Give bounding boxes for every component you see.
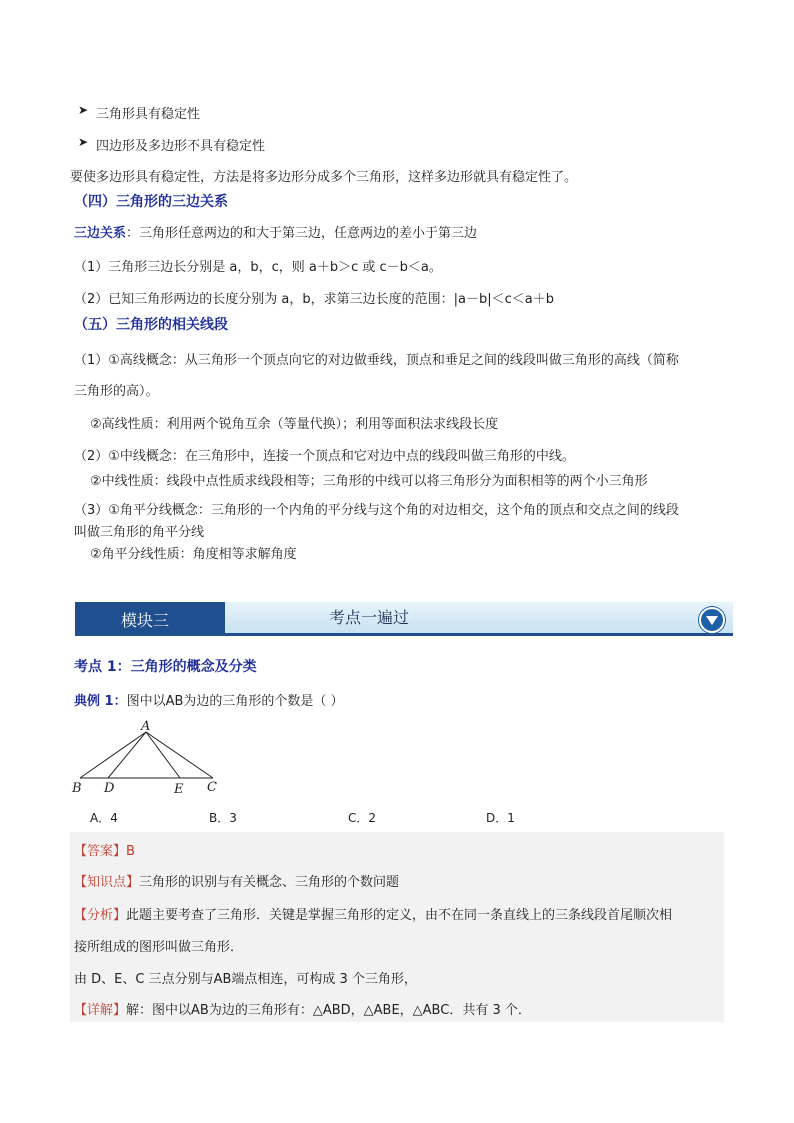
- altitude-definition-cont: 三角形的高）。: [74, 384, 159, 399]
- module-label: 模块三: [121, 611, 170, 630]
- segment-ac: [146, 732, 213, 778]
- analysis-line-2: 接所组成的图形叫做三角形．: [74, 940, 244, 955]
- bullet-arrow-icon: ➤: [78, 103, 89, 117]
- detail-label: 【详解】: [74, 1003, 127, 1018]
- kaodian-heading: 考点 1：三角形的概念及分类: [74, 659, 257, 675]
- bisector-property: ②角平分线性质：角度相等求解角度: [90, 547, 297, 562]
- triangle-figure: [70, 716, 230, 800]
- option-d[interactable]: D．1: [486, 811, 515, 825]
- option-c[interactable]: C．2: [348, 811, 377, 825]
- answer-line: [74, 840, 135, 859]
- knowledge-label: 【知识点】: [74, 875, 140, 890]
- segment-ae: [146, 732, 180, 778]
- detail-text: 解：图中以AB为边的三角形有：△ABD，△ABE，△ABC．共有 3 个．: [126, 1003, 531, 1018]
- section5-heading: （五）三角形的相关线段: [74, 317, 228, 333]
- detail-line: [74, 999, 531, 1018]
- rule-text: ：三角形任意两边的和大于第三边，任意两边的差小于第三边: [126, 226, 478, 241]
- bisector-definition: （3）①角平分线概念：三角形的一个内角的平分线与这个角的对边相交，这个角的顶点和交点之间的线段: [74, 503, 679, 518]
- module-label-box: [75, 602, 225, 636]
- point-label-b: B: [72, 781, 82, 796]
- section4-heading: （四）三角形的三边关系: [74, 194, 228, 210]
- example-question: [74, 690, 344, 709]
- analysis-label: 【分析】: [74, 908, 127, 923]
- knowledge-text: 三角形的识别与有关概念、三角形的个数问题: [139, 875, 400, 890]
- example-label: 典例 1：: [74, 694, 127, 709]
- answer-box: [70, 832, 724, 1022]
- bullet-item: 四边形及多边形不具有稳定性: [96, 139, 266, 154]
- section4-item1: （1）三角形三边长分别是 a，b，c，则 a＋b＞c 或 c－b＜a。: [74, 260, 442, 275]
- bisector-definition-cont: 叫做三角形的角平分线: [74, 525, 205, 540]
- section4-item2: （2）已知三角形两边的长度分别为 a，b，求第三边长度的范围：|a－b|＜c＜a＋b: [74, 292, 554, 307]
- answer-value: B: [126, 844, 135, 859]
- example-text: 图中以AB为边的三角形的个数是（ ）: [126, 694, 344, 709]
- stability-text: 要使多边形具有稳定性，方法是将多边形分成多个三角形，这样多边形就具有稳定性了。: [70, 170, 578, 185]
- point-label-c: C: [207, 780, 217, 795]
- module-title: 考点一遍过: [329, 608, 410, 627]
- altitude-definition: （1）①高线概念：从三角形一个顶点向它的对边做垂线，顶点和垂足之间的线段叫做三角形的高线（简称: [74, 353, 679, 368]
- median-definition: （2）①中线概念：在三角形中，连接一个顶点和它对边中点的线段叫做三角形的中线。: [74, 449, 575, 464]
- segment-ab: [80, 732, 146, 778]
- rule-label: 三边关系: [74, 226, 127, 241]
- point-label-d: D: [104, 781, 115, 796]
- answer-label: 【答案】: [74, 844, 127, 859]
- median-property: ②中线性质：线段中点性质求线段相等；三角形的中线可以将三角形分为面积相等的两个小三角形: [90, 474, 648, 489]
- module-title-box: [225, 602, 733, 636]
- analysis-text: 此题主要考查了三角形．关键是掌握三角形的定义，由不在同一条直线上的三条线段首尾顺次相: [126, 908, 673, 923]
- knowledge-line: [74, 871, 399, 890]
- bullet-arrow-icon: ➤: [78, 135, 89, 149]
- analysis-line: [74, 904, 672, 923]
- triangle-sides-rule: [74, 222, 477, 241]
- analysis-line-3: 由 D、E、C 三点分别与AB端点相连，可构成 3 个三角形，: [74, 972, 417, 987]
- bullet-item: 三角形具有稳定性: [96, 107, 201, 122]
- option-a[interactable]: A．4: [90, 811, 118, 825]
- point-label-a: A: [141, 719, 151, 734]
- option-b[interactable]: B．3: [209, 811, 237, 825]
- altitude-property: ②高线性质：利用两个锐角互余（等量代换）；利用等面积法求线段长度: [90, 417, 499, 432]
- chevron-down-icon[interactable]: [699, 607, 725, 633]
- module-banner: [75, 602, 733, 636]
- point-label-e: E: [174, 782, 184, 797]
